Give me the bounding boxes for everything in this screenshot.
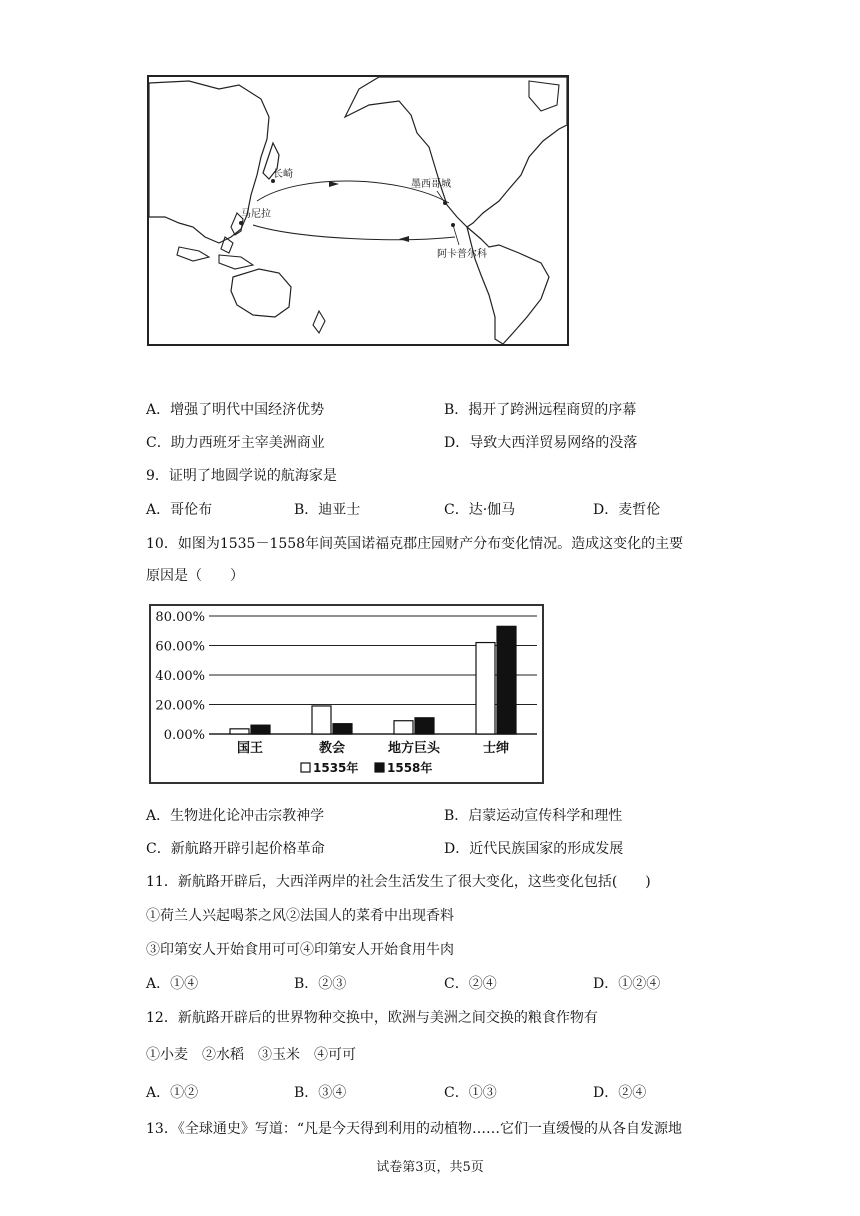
q9-option-b[interactable]: B．迪亚士 [294, 502, 361, 518]
x-category-label: 国王 [236, 741, 264, 756]
q9-option-c[interactable]: C．达·伽马 [444, 502, 516, 518]
q10-option-d[interactable]: D．近代民族国家的形成发展 [444, 841, 624, 857]
bar-1535 [312, 706, 331, 734]
bar-1558 [333, 724, 352, 734]
q11-items-line2: ③印第安人开始食用可可④印第安人开始食用牛肉 [146, 942, 454, 958]
q11-option-c[interactable]: C．②④ [444, 976, 497, 992]
q12-option-b[interactable]: B．③④ [294, 1085, 347, 1101]
q12-items: ①小麦 ②水稻 ③玉米 ④可可 [146, 1047, 356, 1063]
world-map-svg [149, 77, 567, 344]
q10-option-c[interactable]: C．新航路开辟引起价格革命 [146, 841, 325, 857]
q8-option-b[interactable]: B．揭开了跨洲远程商贸的序幕 [444, 402, 637, 418]
manila-dot [239, 221, 243, 225]
q8-option-d[interactable]: D．导致大西洋贸易网络的没落 [444, 435, 638, 451]
q12-option-c[interactable]: C．①③ [444, 1085, 497, 1101]
q12-option-d[interactable]: D．②④ [593, 1085, 647, 1101]
legend-swatch-1558 [375, 763, 384, 772]
bar-1535 [230, 729, 249, 734]
south-america-landmass [467, 227, 549, 344]
bar-1558 [497, 626, 516, 734]
trade-route-map [147, 75, 569, 346]
q10-stem-line2: 原因是（ ） [146, 568, 244, 584]
y-tick-label: 20.00% [155, 698, 205, 714]
q12-option-a[interactable]: A．①② [146, 1085, 199, 1101]
q11-option-b[interactable]: B．②③ [294, 976, 347, 992]
route-arrow-east [329, 181, 339, 187]
legend-label-1535: 1535年 [313, 761, 359, 775]
q10-option-b[interactable]: B．启蒙运动宣传科学和理性 [444, 808, 623, 824]
route-acapulco-to-manila [253, 225, 455, 240]
q11-option-d[interactable]: D．①②④ [593, 976, 661, 992]
q12-stem: 12．新航路开辟后的世界物种交换中，欧洲与美洲之间交换的粮食作物有 [146, 1010, 598, 1026]
bar-1535 [476, 643, 495, 734]
y-tick-label: 60.00% [155, 639, 205, 655]
x-category-label: 士绅 [482, 741, 510, 756]
page-footer: 试卷第3页，共5页 [376, 1160, 484, 1175]
q11-items-line1: ①荷兰人兴起喝茶之风②法国人的菜肴中出现香料 [146, 908, 454, 924]
y-tick-label: 80.00% [155, 610, 205, 625]
greenland-landmass [529, 81, 559, 111]
x-category-label: 地方巨头 [387, 741, 441, 756]
q8-option-a[interactable]: A．增强了明代中国经济优势 [146, 402, 325, 418]
legend-label-1558: 1558年 [387, 761, 433, 775]
label-acapulco: 阿卡普尔科 [437, 249, 487, 260]
label-nagasaki: 长崎 [273, 169, 293, 180]
q9-option-a[interactable]: A．哥伦布 [146, 502, 213, 518]
q9-stem: 9．证明了地圆学说的航海家是 [146, 468, 337, 484]
q13-stem: 13．《全球通史》写道：“凡是今天得到利用的动植物……它们一直缓慢的从各自发源地 [146, 1121, 682, 1137]
indonesia-islands [177, 247, 253, 269]
q9-option-d[interactable]: D．麦哲伦 [593, 502, 661, 518]
property-distribution-chart [149, 604, 544, 784]
q8-option-c[interactable]: C．助力西班牙主宰美洲商业 [146, 435, 325, 451]
q10-option-a[interactable]: A．生物进化论冲击宗教神学 [146, 808, 325, 824]
bar-1558 [415, 718, 434, 734]
route-arrow-west [399, 236, 409, 242]
new-zealand-islands [313, 311, 325, 333]
label-mexico-city: 墨西哥城 [411, 179, 451, 190]
y-tick-label: 40.00% [155, 669, 205, 684]
legend-swatch-1535 [301, 763, 310, 772]
y-tick-label: 0.00% [163, 728, 205, 743]
x-category-label: 教会 [318, 741, 346, 756]
q10-stem-line1: 10．如图为1535－1558年间英国诺福克郡庄园财产分布变化情况。造成这变化的主要 [146, 536, 684, 552]
north-america-landmass [345, 77, 567, 227]
australia-landmass [231, 269, 291, 317]
acapulco-pointer [453, 225, 459, 245]
bar-chart-svg [151, 606, 542, 782]
q11-option-a[interactable]: A．①④ [146, 976, 199, 992]
q11-stem: 11．新航路开辟后，大西洋两岸的社会生活发生了很大变化，这些变化包括( ) [146, 874, 651, 890]
label-manila: 马尼拉 [241, 209, 271, 220]
bar-1558 [251, 725, 270, 734]
philippines-islands [221, 213, 243, 253]
bar-1535 [394, 721, 413, 734]
